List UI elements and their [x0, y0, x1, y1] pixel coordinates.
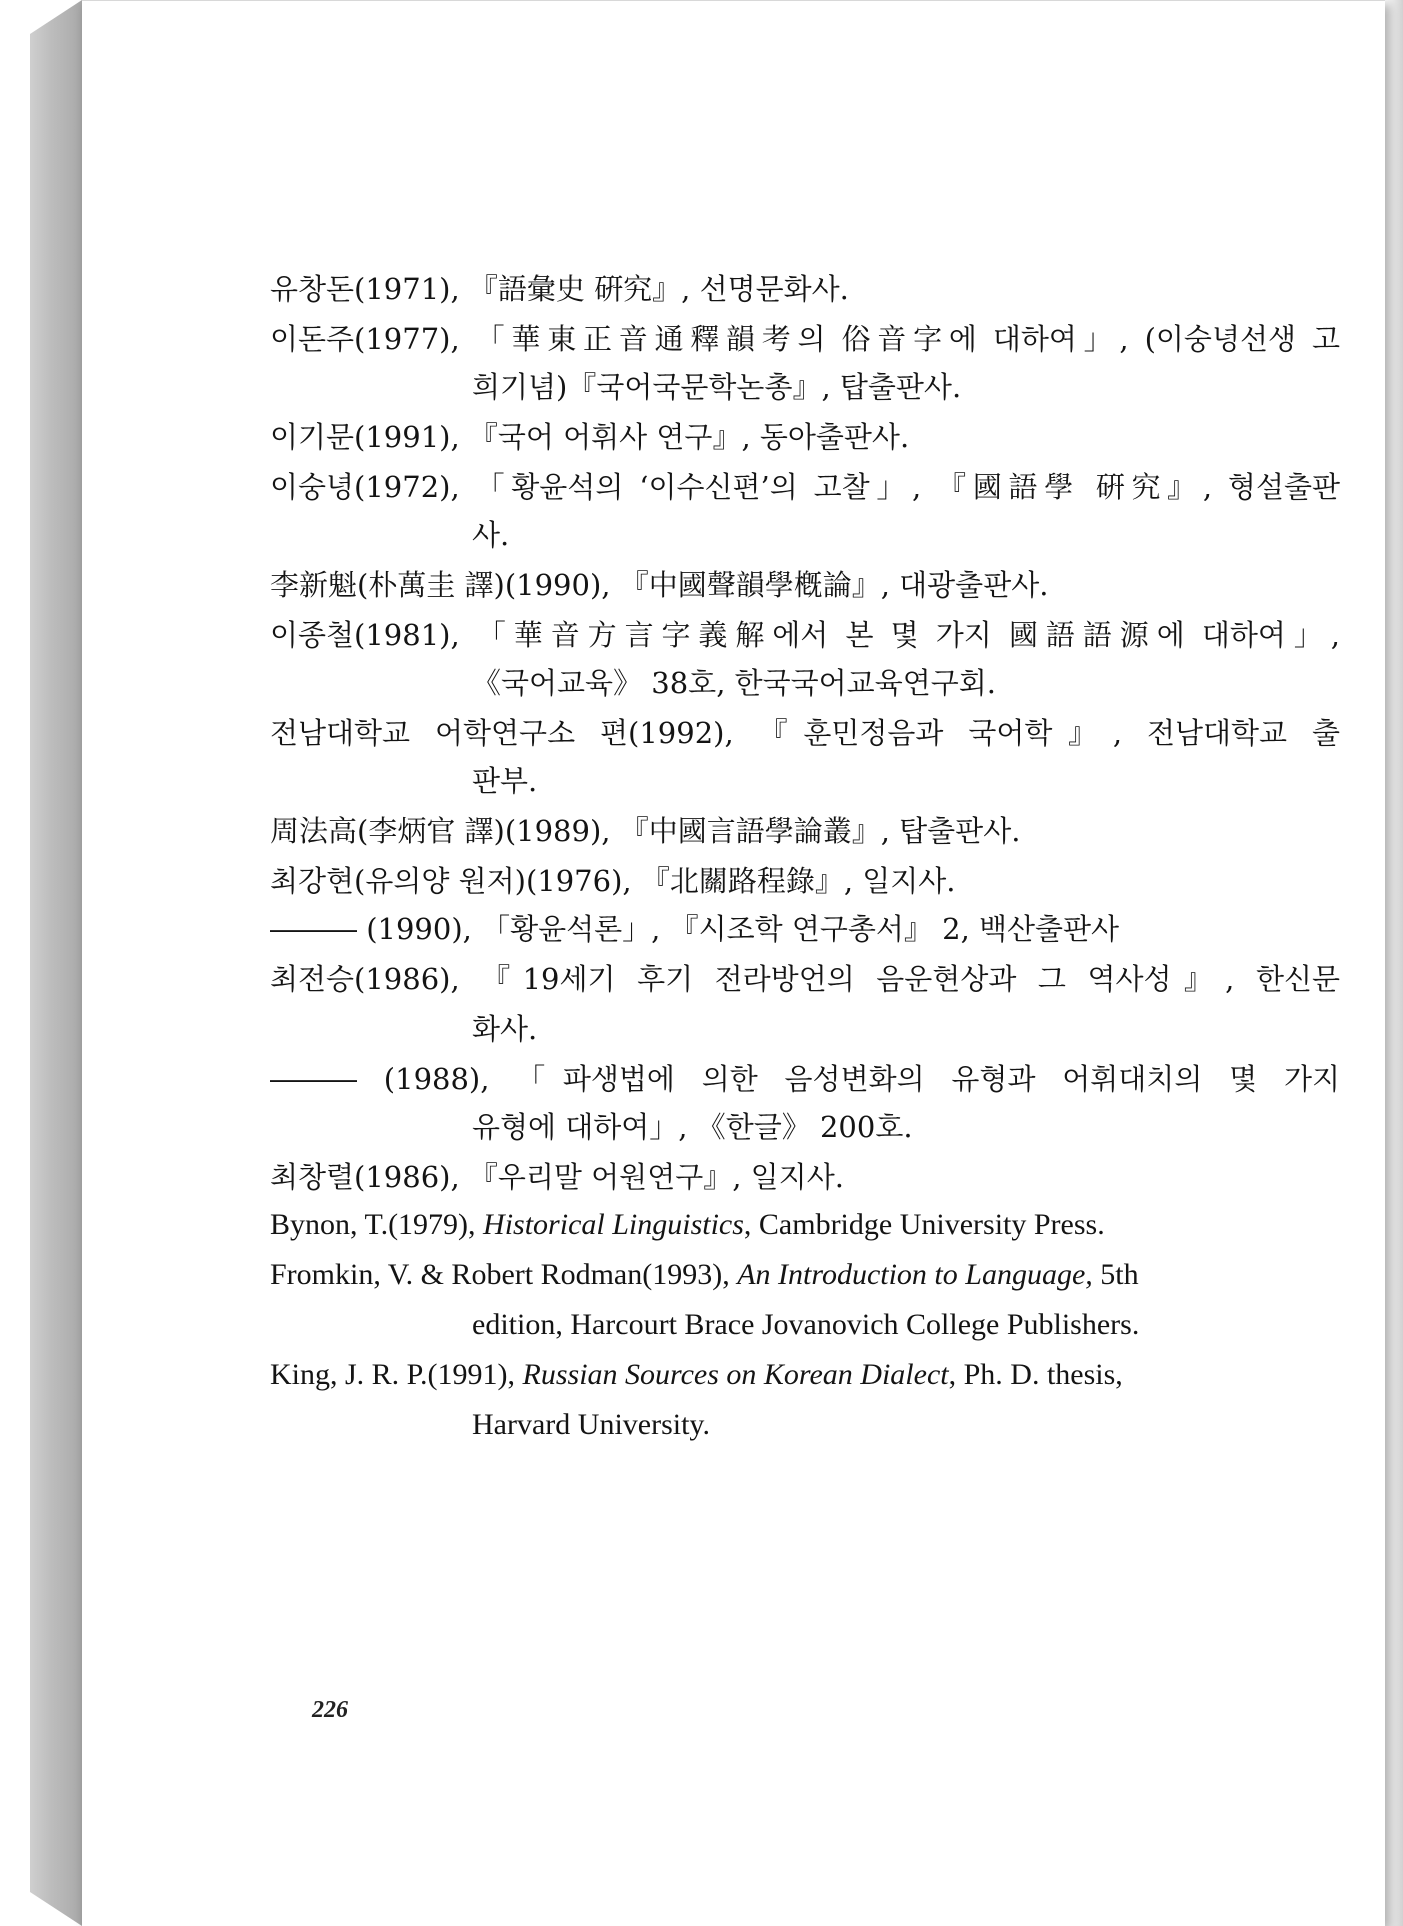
ref-16-line-1: King, J. R. P.(1991), Russian Sources on Korean Dialect, Ph. D. thesis, — [270, 1358, 1123, 1391]
ref-16-line-2: Harvard University. — [472, 1408, 710, 1441]
ref-2-line-1: 이돈주(1977), 「華東正音通釋韻考의 俗音字에 대하여」, (이숭녕선생 고 — [270, 322, 1340, 356]
page — [82, 0, 1385, 1926]
ref-7-line-2: 판부. — [472, 764, 538, 798]
ref-4-line-2: 사. — [472, 518, 510, 552]
ref-11-line-1: 최전승(1986), 『19세기 후기 전라방언의 음운현상과 그 역사성』, 한신문 — [270, 962, 1340, 996]
ref-1-line-1: 유창돈(1971), 『語彙史 硏究』, 선명문화사. — [270, 272, 849, 306]
ref-15-line-2: edition, Harcourt Brace Jovanovich College Publishers. — [472, 1308, 1140, 1341]
book-title: An Introduction to Language, — [737, 1258, 1093, 1291]
ref-12-line-2: 유형에 대하여」, 《한글》 200호. — [472, 1110, 913, 1144]
book-spine — [30, 0, 82, 1926]
ref-11-line-2: 화사. — [472, 1012, 538, 1046]
ref-15-line-1: Fromkin, V. & Robert Rodman(1993), An Introduction to Language, 5th — [270, 1258, 1139, 1291]
ref-2-line-2: 희기념)『국어국문학논총』, 탑출판사. — [472, 370, 962, 404]
page-edge-shadow — [1385, 0, 1403, 1926]
ref-9-line-1: 최강현(유의양 원저)(1976), 『北關路程錄』, 일지사. — [270, 864, 956, 898]
ref-12-line-1: ――― (1988), 「파생법에 의한 음성변화의 유형과 어휘대치의 몇 가지 — [270, 1062, 1340, 1096]
ref-13-line-1: 최창렬(1986), 『우리말 어원연구』, 일지사. — [270, 1160, 844, 1194]
book-title: Historical Linguistics — [483, 1208, 744, 1241]
book-title: Russian Sources on Korean Dialect — [522, 1358, 949, 1391]
ref-8-line-1: 周法高(李炳官 譯)(1989), 『中國言語學論叢』, 탑출판사. — [270, 814, 1021, 848]
ref-6-line-2: 《국어교육》 38호, 한국국어교육연구회. — [472, 666, 996, 700]
ref-4-line-1: 이숭녕(1972), 「황윤석의 ‘이수신편’의 고찰」, 『國語學 硏究』, 형설출판 — [270, 470, 1340, 504]
ref-3-line-1: 이기문(1991), 『국어 어휘사 연구』, 동아출판사. — [270, 420, 910, 454]
page-number: 226 — [312, 1697, 348, 1723]
ref-10-line-1: ――― (1990), 「황윤석론」, 『시조학 연구총서』 2, 백산출판사 — [270, 912, 1120, 946]
ref-7-line-1: 전남대학교 어학연구소 편(1992), 『훈민정음과 국어학』, 전남대학교 출 — [270, 716, 1340, 750]
ref-14-line-1: Bynon, T.(1979), Historical Linguistics, Cambridge University Press. — [270, 1208, 1105, 1241]
ref-6-line-1: 이종철(1981), 「華音方言字義解에서 본 몇 가지 國語語源에 대하여」, — [270, 618, 1340, 652]
ref-5-line-1: 李新魁(朴萬圭 譯)(1990), 『中國聲韻學槪論』, 대광출판사. — [270, 568, 1049, 602]
